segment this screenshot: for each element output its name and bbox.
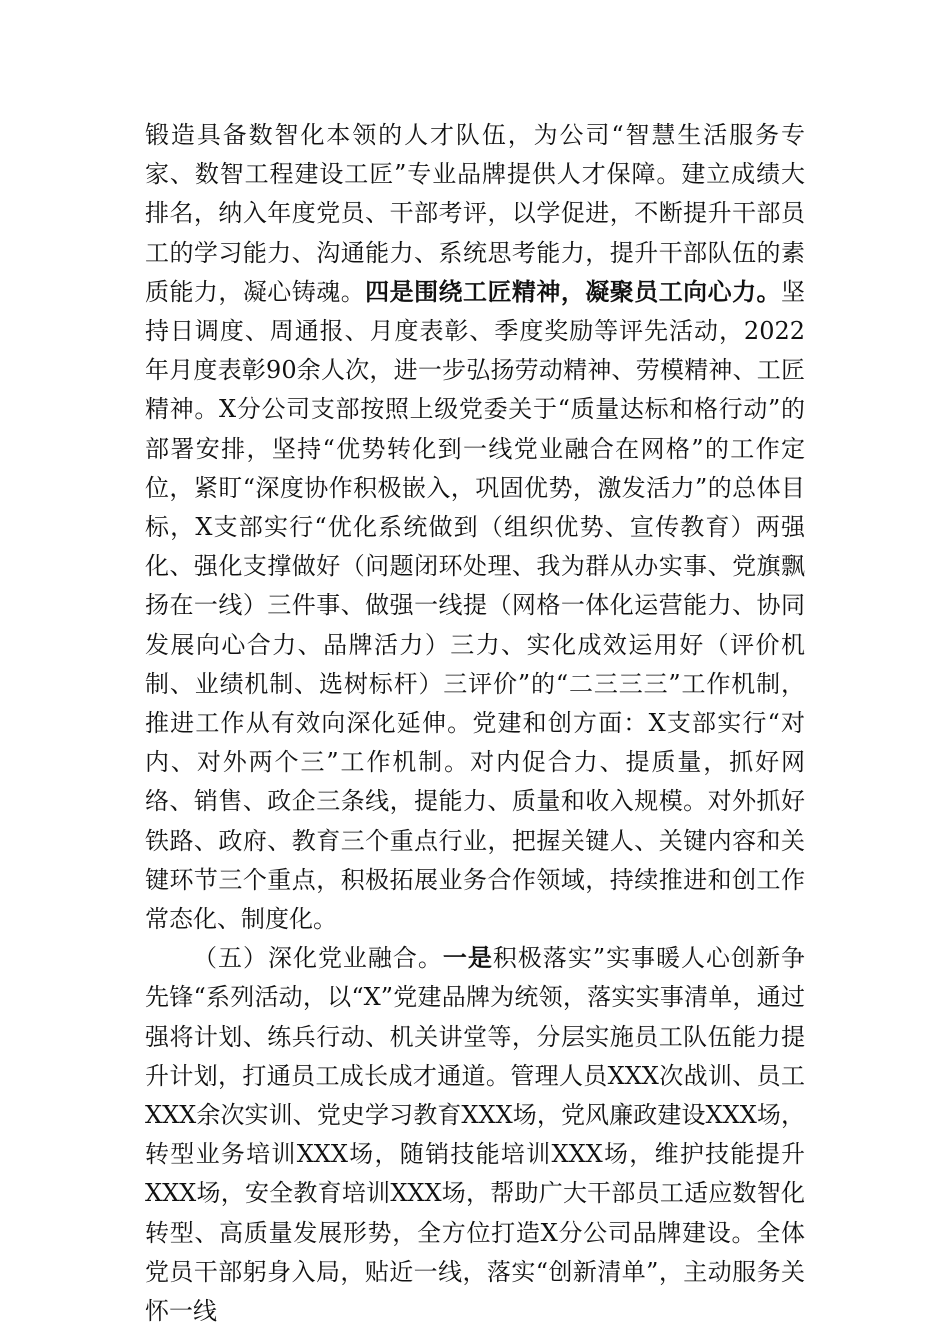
- paragraph-1-bold-heading: 四是围绕工匠精神，凝聚员工向心力。: [365, 277, 782, 306]
- paragraph-1: [145, 116, 805, 939]
- paragraph-2-bold-lead: 一是: [442, 944, 493, 973]
- paragraph-1-text-b: 坚持日调度、周通报、月度表彰、季度奖励等评先活动，2022年月度表彰90余人次，进一步弘扬劳动精神、劳模精神、工匠精神。X分公司支部按照上级党委关于“质量达标和格行动”的部署安排，坚持“优势转化到一线党业融合在网格”的工作定位，紧盯“深度协作积极嵌入，巩固优势，激发活力”的总体目标，X支部实行“优化系统做到（组织优势、宣传教育）两强化、强化支撑做好（问题闭环处理、我为群从办实事、党旗飘扬在一线）三件事、做强一线提（网格一体化运营能力、协同发展向心合力、品牌活力）三力、实化成效运用好（评价机制、业绩机制、选树标杆）三评价”的“二三三三”工作机制，推进工作从有效向深化延伸。党建和创方面：X支部实行“对内、对外两个三”工作机制。对内促合力、提质量，抓好网络、销售、政企三条线，提能力、质量和收入规模。对外抓好铁路、政府、教育三个重点行业，把握关键人、关键内容和关键环节三个重点，积极拓展业务合作领域，持续推进和创工作常态化、制度化。: [145, 277, 806, 934]
- paragraph-1-text-a: 锻造具备数智化本领的人才队伍，为公司“智慧生活服务专家、数智工程建设工匠”专业品牌提供人才保障。建立成绩大排名，纳入年度党员、干部考评，以学促进，不断提升干部员工的学习能力、沟通能力、系统思考能力，提升干部队伍的素质能力，凝心铸魂。: [145, 121, 805, 306]
- document-body: [145, 116, 805, 1331]
- paragraph-2-heading: （五）深化党业融合。: [193, 944, 443, 973]
- paragraph-2-text: 积极落实”实事暖人心创新争先锋“系列活动，以“X”党建品牌为统领，落实实事清单，通过强将计划、练兵行动、机关讲堂等，分层实施员工队伍能力提升计划，打通员工成长成才通道。管理人员XXX次战训、员工XXX余次实训、党史学习教育XXX场，党风廉政建设XXX场，转型业务培训XXX场，随销技能培训XXX场，维护技能提升XXX场，安全教育培训XXX场，帮助广大干部员工适应数智化转型、高质量发展形势，全方位打造X分公司品牌建设。全体党员干部躬身入局，贴近一线，落实“创新清单”，主动服务关怀一线: [145, 944, 806, 1326]
- paragraph-2: [145, 939, 805, 1331]
